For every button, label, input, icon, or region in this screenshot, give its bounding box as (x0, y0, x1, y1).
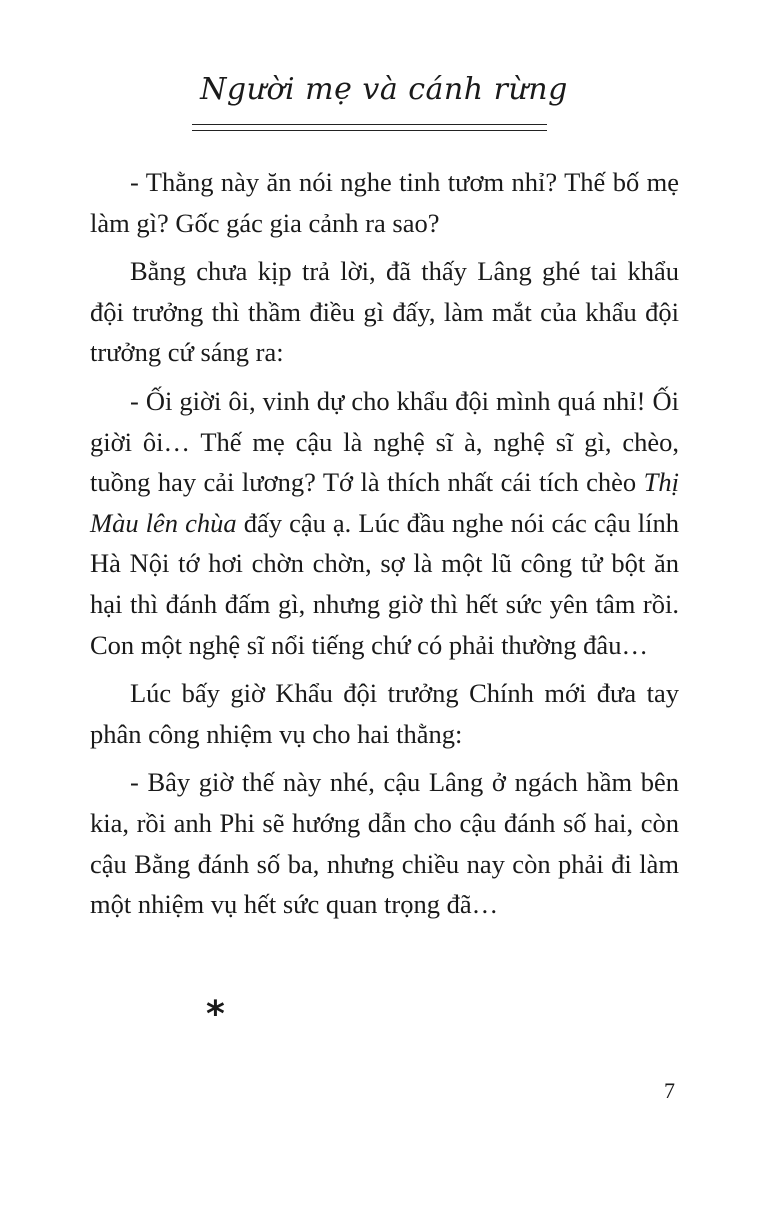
paragraph-2: Bằng chưa kịp trả lời, đã thấy Lâng ghé tai khẩu đội trưởng thì thầm điều gì đấy, làm mắt của khẩu đội trưởng cứ sáng ra: (90, 256, 679, 368)
body-text (90, 162, 679, 933)
paragraph-4: Lúc bấy giờ Khẩu đội trưởng Chính mới đưa tay phân công nhiệm vụ cho hai thằng: (90, 678, 679, 749)
header-rule-bottom (192, 130, 547, 131)
header-rule-top (192, 124, 547, 125)
paragraph-1: - Thằng này ăn nói nghe tinh tươm nhỉ? Thế bố mẹ làm gì? Gốc gác gia cảnh ra sao? (90, 167, 679, 238)
running-header (0, 72, 768, 107)
asterisk-ornament-icon: * (206, 994, 225, 1035)
play-title: Thị Màu lên chùa (90, 467, 679, 538)
paragraph-5: - Bây giờ thế này nhé, cậu Lâng ở ngách hầm bên kia, rồi anh Phi sẽ hướng dẫn cho cậu đánh số hai, còn cậu Bằng đánh số ba, nhưng chiều nay còn phải đi làm một nhiệm vụ hết sức quan trọng đã… (90, 767, 679, 920)
paragraph-3 (90, 381, 679, 665)
paragraph-3-part-1: - Ối giời ôi, vinh dự cho khẩu đội mình quá nhỉ! Ối giời ôi… Thế mẹ cậu là nghệ sĩ à, nghệ sĩ gì, chèo, tuồng hay cải lương? Tớ là thích nhất cái tích chèo (90, 385, 679, 498)
running-title: Người mẹ và cánh rừng (200, 72, 568, 107)
page-number: 7 (664, 1078, 675, 1103)
paragraph-3-part-2: đấy cậu ạ. Lúc đầu nghe nói các cậu lính Hà Nội tớ hơi chờn chờn, sợ là một lũ công tử bột ăn hại thì đánh đấm gì, nhưng giờ thì hết sức yên tâm rồi. Con một nghệ sĩ nổi tiếng chứ có phải thường đâu… (90, 507, 680, 660)
